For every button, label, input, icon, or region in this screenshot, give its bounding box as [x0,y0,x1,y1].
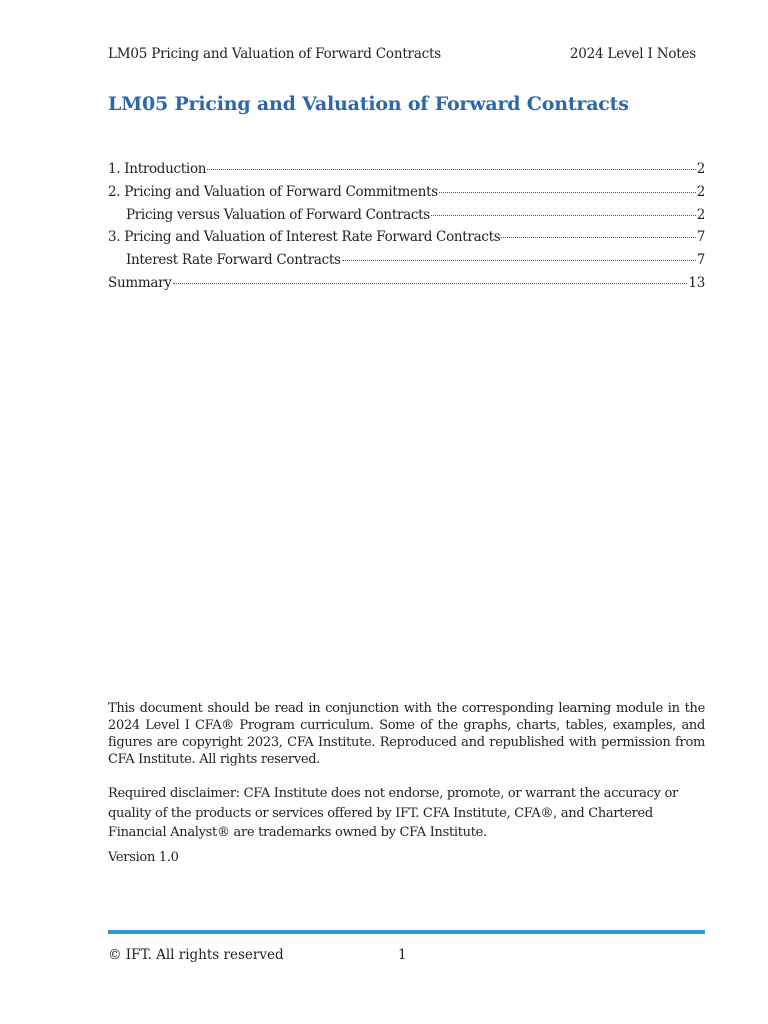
toc-leader-dots [342,260,696,261]
toc-leader-dots [439,192,696,193]
page-header [108,46,696,62]
header-right-label: 2024 Level I Notes [569,46,696,62]
footer-page-number: 1 [398,947,407,963]
toc-entry-page: 7 [696,229,705,246]
toc-subentry[interactable] [108,204,705,227]
curriculum-notice: This document should be read in conjunction with the corresponding learning module in the 2024 Level I CFA® Program curriculum. Some of the graphs, charts, tables, examples, and figures are copyright 2023, CFA Institute. Reproduced and republished with permission from CFA Institute. All rights reserved. [108,701,705,767]
required-disclaimer: Required disclaimer: CFA Institute does not endorse, promote, or warrant the accuracy or quality of the products or services offered by IFT. CFA Institute, CFA®, and Chartered Financial Analyst® are trademarks owned by CFA Institute. [108,786,678,840]
toc-leader-dots [501,237,695,238]
toc-entry-page: 7 [696,252,705,269]
toc-entry[interactable] [108,181,705,204]
document-title: LM05 Pricing and Valuation of Forward Contracts [108,93,629,115]
toc-entry-label: 3. Pricing and Valuation of Interest Rate Forward Contracts [108,229,501,246]
toc-entry-label: 2. Pricing and Valuation of Forward Commitments [108,183,438,200]
toc-entry-page: 2 [696,161,705,177]
header-left-title: LM05 Pricing and Valuation of Forward Contracts [108,46,441,62]
footer-copyright: © IFT. All rights reserved [108,947,284,963]
toc-entry-page: 2 [696,206,705,223]
toc-entry[interactable] [108,158,705,181]
version-label: Version 1.0 [108,850,179,865]
toc-entry[interactable] [108,272,705,295]
toc-leader-dots [431,215,696,216]
table-of-contents [108,158,705,295]
toc-entry-page: 2 [696,183,705,200]
toc-entry-label: 1. Introduction [108,161,207,177]
toc-subentry[interactable] [108,249,705,272]
footer-divider [108,930,705,934]
toc-entry-page: 13 [688,274,705,291]
toc-entry-label: Summary [108,274,172,291]
toc-entry-label: Interest Rate Forward Contracts [126,252,341,269]
toc-leader-dots [207,169,696,170]
toc-entry-label: Pricing versus Valuation of Forward Contracts [126,206,430,223]
toc-leader-dots [173,283,688,284]
toc-entry[interactable] [108,226,705,249]
